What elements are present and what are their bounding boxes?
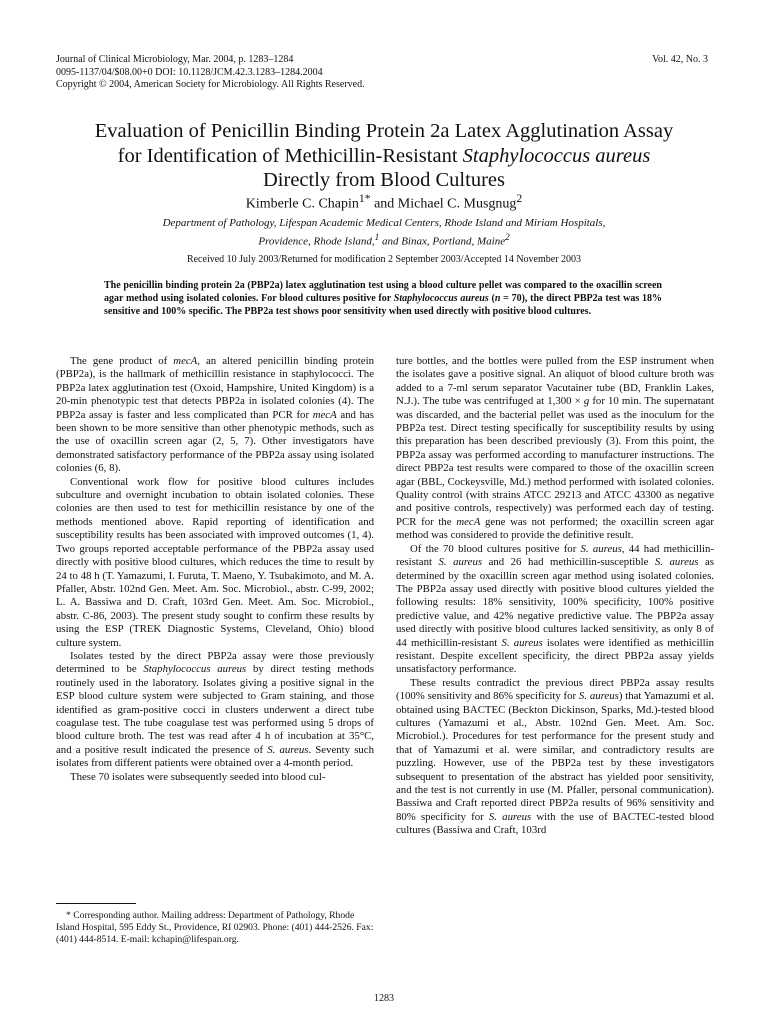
paragraph: These 70 isolates were subsequently seeded into blood cul- [70,770,326,783]
paragraph: Conventional work flow for positive blood cultures includes subculture and overnight incubation to obtain isolated colonies. These colonies are then used to test for methicillin resistance by one of the methods mentioned above. Rapid reporting of identification and susceptibility results has been associated with improved outcomes (1, 4). Two groups reported acceptable performance of the PBP2a assay used directly with positive blood cultures, which reduces the time to result by 24 to 48 h (T. Yamazumi, I. Furuta, T. Maeno, Y. Tsubakimoto, and M. A. Pfaller, Abstr. 102nd Gen. Meet. Am. Soc. Microbiol., abstr. C-99, 2002; L. A. Bassiwa and D. Craft, 103rd Gen. Meet. Am. Soc. Microbiol., abstr. C-86, 2003). The present study sought to confirm these results by using the ESP (TREK Diagnostic Systems, Cleveland, Ohio) blood culture system. [56,475,374,649]
gene-name: mecA [173,355,198,367]
text: for 10 min. The supernatant was discarded, and the bacterial pellet was used as the inoculum for the PBP2a test. Direct testing specifically for susceptibility results by using this preparation has been described previously (3). From this point, the PBP2a assay was performed according to manufacturer instructions. The direct PBP2a test results were compared to those of the oxacillin screen agar (BBL, Cockeysville, Md.) method performed with isolated colonies. Quality control (with strains ATCC 29213 and ATCC 43300 as negative and positive controls, respectively) was performed each day of testing. PCR for the [396,395,714,528]
text: ture bottles, and the bottles were pulled from the ESP instrument when the isolates gave a positive signal. An aliquot of blood culture broth was added to a 7-ml serum separator Vacutainer tube (BD, Franklin Lakes, N.J.). The tube was centrifuged at 1,300 × [396,355,714,408]
text: The gene product of [70,355,174,367]
author-1: Kimberle C. Chapin [245,196,359,212]
abstract-text: The penicillin binding protein 2a (PBP2a) latex agglutination test using a blood culture pellet was compared to the oxacillin screen agar method using isolated colonies. For blood cultures positive for [104,280,662,305]
author-conjunction: and [370,196,398,212]
text: and has been shown to be more sensitive than other phenotypic methods, such as the use of oxacillin screen agar (2, 5, 7). Other investigators have demonstrated satisfactory performance of the PBP2a assay using isolated colonies (6, 8). [56,408,374,475]
affiliation-1-marker: 1 [374,232,380,242]
text: These results contradict the previous direct PBP2a assay results (100% sensitivity and 86% specificity for [396,676,714,703]
title-line-3: Directly from Blood Cultures [263,169,505,191]
text: gene was not performed; the oxacillin screen agar method was considered to provide the definitive result. [396,515,714,542]
running-header [56,54,708,92]
abstract-text: ( [488,293,495,305]
paragraph [396,677,714,838]
gene-name: mecA [312,408,337,421]
organism-name: S. aureus [438,556,483,569]
text: by direct testing methods routinely used in the laboratory. Isolates giving a positive signal in the ESP blood culture system were subjected to Gram staining, and those identified as gram-positive cocci in clusters underwent a direct tube coagulase test. The tube coagulase test was performed using 5 drops of blood culture broth. The test was read after 4 h of incubation at 35°C, and a positive result indicated the presence of [56,663,374,756]
text: with the use of BACTEC-tested blood cultures (Bassiwa and Craft, 103rd [396,810,715,837]
organism-name: S. aureus [501,636,543,649]
author-1-marker: 1* [358,192,371,205]
text: and 26 had methicillin-susceptible [482,556,655,569]
text: , 44 had methicillin-resistant [396,542,715,569]
affiliation-line-1: Department of Pathology, Lifespan Academic Medical Centers, Rhode Island and Miriam Hospitals, [162,217,606,229]
received-dates: Received 10 July 2003/Returned for modification 2 September 2003/Accepted 14 November 2003 [186,254,582,265]
author-2-marker: 2 [516,192,523,205]
affiliation-2: and Binax, Portland, Maine [379,235,506,248]
footnote-divider [56,903,136,904]
body-column-left [56,355,374,784]
title-line-2 [40,144,728,169]
affiliation-1: Providence, Rhode Island, [258,235,375,248]
abstract-text: = 70), the direct PBP2a test was 18% sensitive and 100% specific. The PBP2a test shows poor sensitivity when used directly with positive blood cultures. [104,293,662,318]
affiliation-2-marker: 2 [505,232,510,242]
text: Isolates tested by the direct PBP2a assay were those previously determined to be [56,649,374,676]
copyright: Copyright © 2004, American Society for Microbiology. All Rights Reserved. [56,79,365,91]
title-text: for Identification of Methicillin-Resistant [117,144,463,167]
article-title [40,119,728,193]
volume-issue: Vol. 42, No. 3 [652,54,708,65]
page-number: 1283 [374,993,394,1004]
abstract-organism: Staphylococcus aureus [393,293,489,305]
abstract [104,279,662,319]
organism-name: S. aureus [578,690,619,703]
text: , an altered penicillin binding protein (PBP2a), is the hallmark of methicillin resistance in staphylococci. The PBP2a latex agglutination test (Oxoid, Hampshire, United Kingdom) is a 20-min phenotypic test that detects PBP2a in isolated colonies (4). The PBP2a assay is faster and less complicated than PCR for [56,355,374,421]
paragraph [56,355,374,476]
organism-name: S. aureus [267,743,309,756]
organism-name: S. aureus [488,810,532,823]
paragraph [396,543,714,677]
affiliation-line-2 [60,230,708,249]
body-column-right [396,355,714,838]
abstract-n: n [494,293,501,305]
text: isolates were identified as methicillin resistant. Despite excellent specificity, the direct PBP2a assay yields unsatisfactory performance. [396,636,714,676]
author-list [0,192,768,213]
journal-citation: Journal of Clinical Microbiology, Mar. 2004, p. 1283–1284 [56,54,294,65]
author-2: Michael C. Musgnug [397,196,517,212]
footnote [56,910,374,947]
affiliations [60,216,708,249]
paragraph [396,355,714,543]
organism-name: S. aureus [580,542,622,555]
corresponding-author-note: * Corresponding author. Mailing address: Department of Pathology, Rhode Island Hospital, 595 Eddy St., Providence, RI 02903. Phone: (401) 444-2526. Fax: (401) 444-8514. E-mail: kchapin@lifespan.org. [56,910,374,946]
issn-doi: 0095-1137/04/$08.00+0 DOI: 10.1128/JCM.42.3.1283–1284.2004 [56,66,323,78]
gene-name: mecA [456,515,481,528]
title-organism: Staphylococcus aureus [462,144,651,167]
paragraph [56,650,374,771]
text: . Seventy such isolates from different patients were obtained over a 4-month period. [56,743,374,770]
text: as determined by the oxacillin screen agar method using isolated colonies. The PBP2a assay used directly with positive blood cultures yielded the following results: 18% sensitivity, 100% specificity, 100% positive predictive value, and 42% negative predictive value. The PBP2a assay used directly with positive blood cultures lacked sensitivity, as only 8 of 44 methicillin-resistant [396,556,714,649]
organism-name: Staphylococcus aureus [143,663,247,676]
units-g: g [583,395,590,408]
title-line-1: Evaluation of Penicillin Binding Protein 2a Latex Agglutination Assay [94,120,674,142]
organism-name: S. aureus [654,556,699,569]
text: Of the 70 blood cultures positive for [410,542,581,555]
text: ) that Yamazumi et al. obtained using BACTEC (Beckton Dickinson, Sparks, Md.)-tested blood cultures (Yamazumi et al., Abstr. 102nd Gen. Meet. Am. Soc. Microbiol.). Procedures for test performance for the present study and that of Yamazumi et al. were similar, and contradictory results are puzzling. However, use of the PBP2a test by these investigators subsequent to presentation of the abstract has yielded poor sensitivity, and the test is not currently in use (M. Pfaller, personal communication). Bassiwa and Craft reported direct PBP2a results of 96% sensitivity and 80% specificity for [396,690,714,823]
